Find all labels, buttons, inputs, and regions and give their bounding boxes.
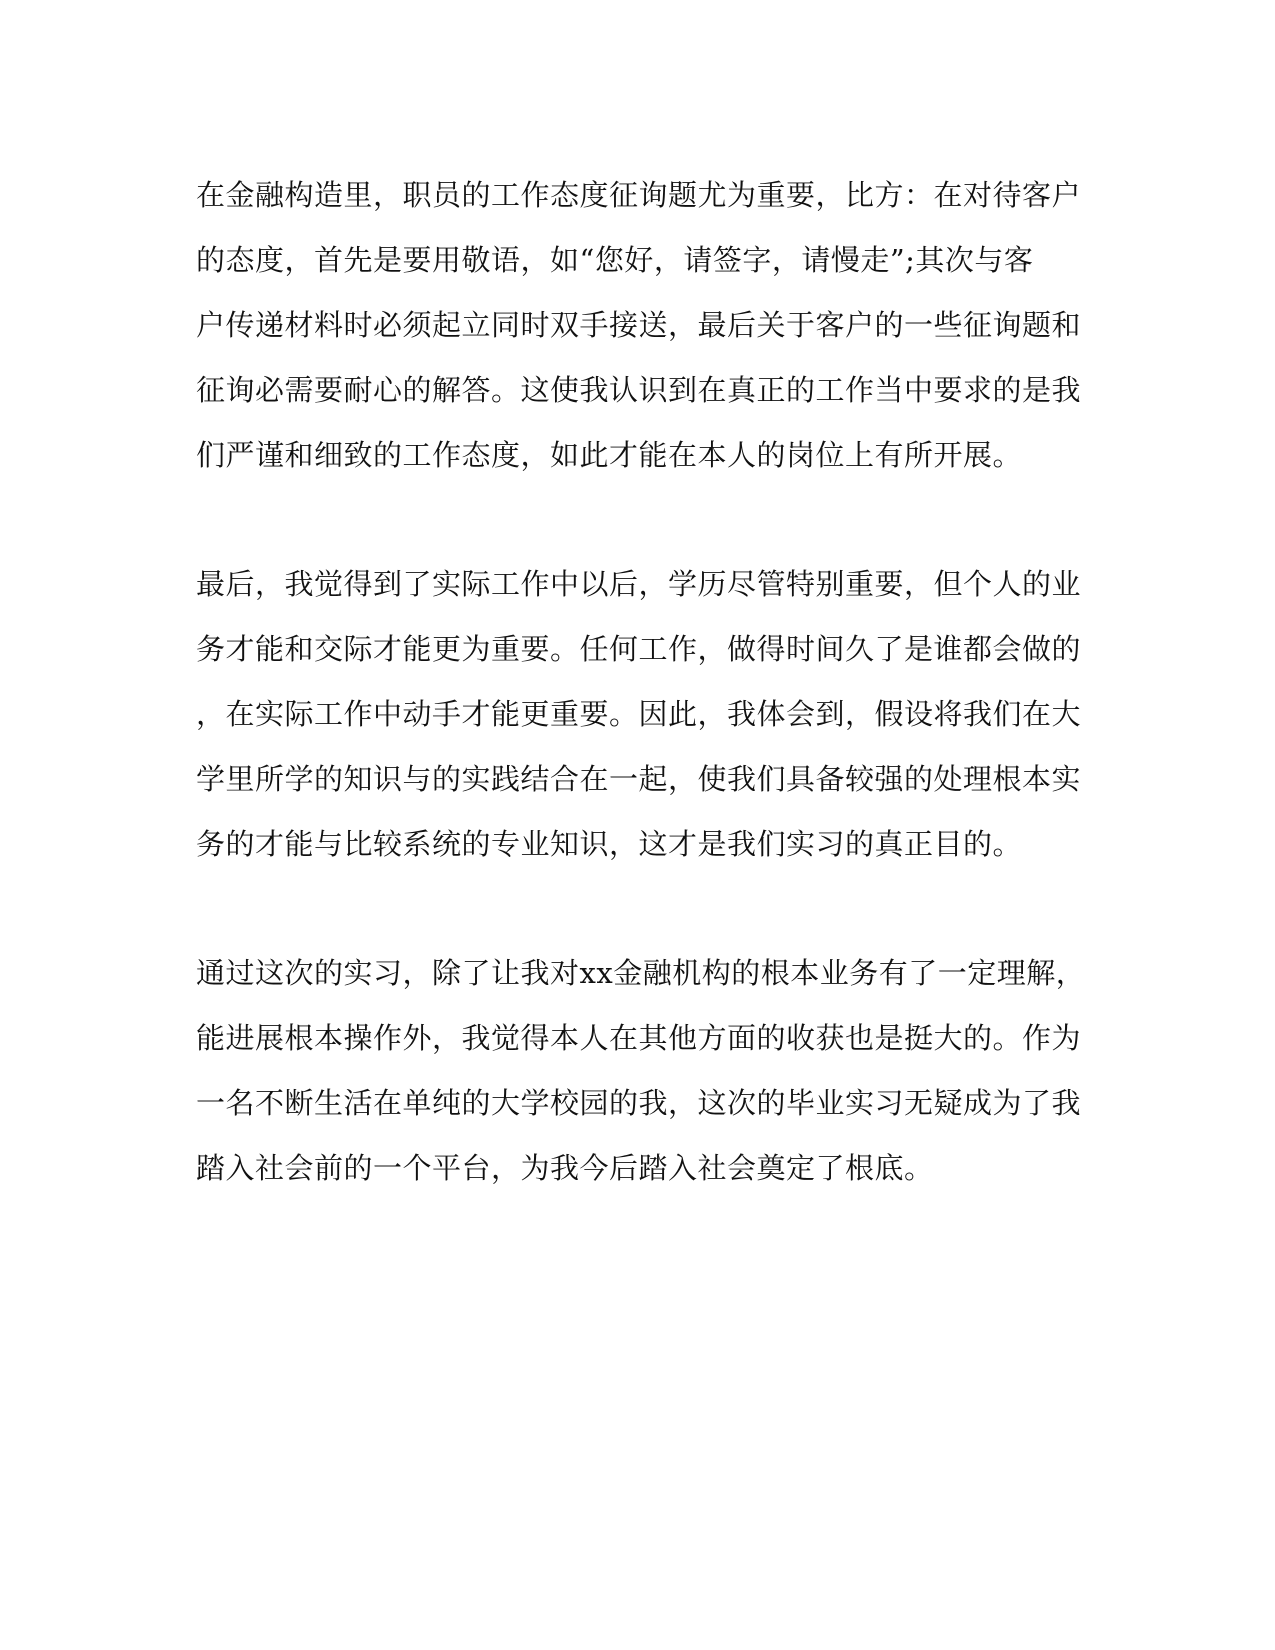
document-body — [196, 163, 1086, 1265]
text-line: 踏入社会前的一个平台，为我今后踏入社会奠定了根底。 — [196, 1151, 934, 1185]
text-line: 最后，我觉得到了实际工作中以后，学历尽管特别重要，但个人的业 — [196, 567, 1082, 601]
paragraph-practical-skills — [196, 552, 1082, 877]
text-line: 在金融构造里，职员的工作态度征询题尤为重要，比方：在对待客户 — [196, 178, 1082, 212]
text-line: 的态度，首先是要用敬语，如“您好，请签字，请慢走”;其次与客 — [196, 243, 1034, 277]
paragraph-work-attitude — [196, 163, 1082, 488]
text-line: 征询必需要耐心的解答。这使我认识到在真正的工作当中要求的是我 — [196, 373, 1082, 407]
text-line: 能进展根本操作外，我觉得本人在其他方面的收获也是挺大的。作为 — [196, 1021, 1082, 1055]
text-line: 们严谨和细致的工作态度，如此才能在本人的岗位上有所开展。 — [196, 438, 1023, 472]
text-line: ，在实际工作中动手才能更重要。因此，我体会到，假设将我们在大 — [196, 697, 1082, 731]
paragraph-internship-gains — [196, 941, 1086, 1201]
text-line: 务的才能与比较系统的专业知识，这才是我们实习的真正目的。 — [196, 827, 1023, 861]
text-line: 户传递材料时必须起立同时双手接送，最后关于客户的一些征询题和 — [196, 308, 1082, 342]
text-line: 学里所学的知识与的实践结合在一起，使我们具备较强的处理根本实 — [196, 762, 1082, 796]
text-line: 务才能和交际才能更为重要。任何工作，做得时间久了是谁都会做的 — [196, 632, 1082, 666]
text-line: 一名不断生活在单纯的大学校园的我，这次的毕业实习无疑成为了我 — [196, 1086, 1082, 1120]
text-line: 通过这次的实习，除了让我对xx金融机构的根本业务有了一定理解， — [196, 956, 1086, 990]
